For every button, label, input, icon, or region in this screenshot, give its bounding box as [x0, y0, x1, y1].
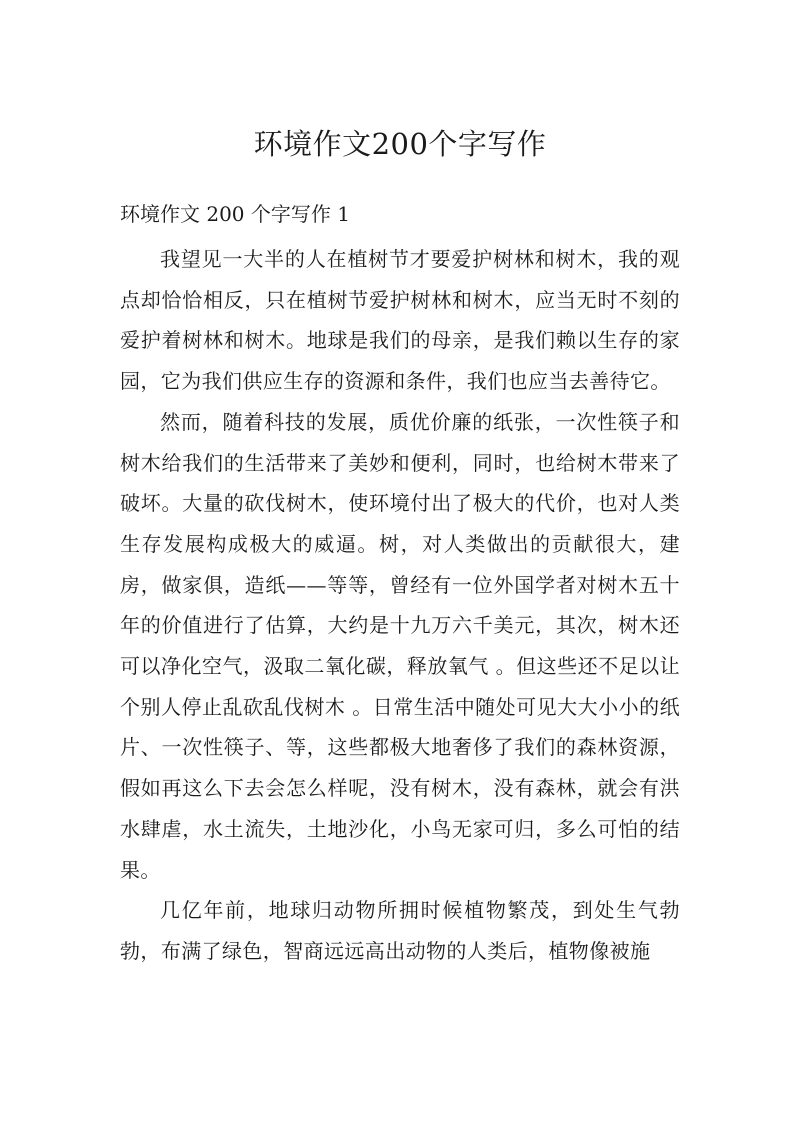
section-heading: 环境作文 200 个字写作 1	[120, 202, 350, 226]
paragraph-2: 然而，随着科技的发展，质优价廉的纸张，一次性筷子和树木给我们的生活带来了美妙和便利，同时，也给树木带来了破坏。大量的砍伐树木，使环境付出了极大的代价，也对人类生存发展构成极大的威逼。树，对人类做出的贡献很大，建房，做家俱，造纸——等等，曾经有一位外国学者对树木五十年的价值进行了估算，大约是十九万六千美元，其次，树木还可以净化空气，汲取二氧化碳，释放氧气 。但这些还不足以让个别人停止乱砍乱伐树木 。日常生活中随处可见大大小小的纸片、一次性筷子、等，这些都极大地奢侈了我们的森林资源，假如再这么下去会怎么样呢，没有树木，没有森林，就会有洪水肆虐，水土流失，土地沙化，小鸟无家可归，多么可怕的结果。	[120, 409, 680, 882]
document-title: 环境作文200个字写作	[253, 127, 547, 161]
paragraph-1: 我望见一大半的人在植树节才要爱护树林和树木，我的观点却恰恰相反，只在植树节爱护树林和树木，应当无时不刻的爱护着树林和树木。地球是我们的母亲，是我们赖以生存的家园，它为我们供应生存的资源和条件，我们也应当去善待它。	[120, 247, 680, 394]
document-body	[120, 239, 680, 972]
paragraph-3: 几亿年前，地球归动物所拥时候植物繁茂，到处生气勃勃，布满了绿色，智商远远高出动物的人类后，植物像被施	[120, 898, 680, 963]
